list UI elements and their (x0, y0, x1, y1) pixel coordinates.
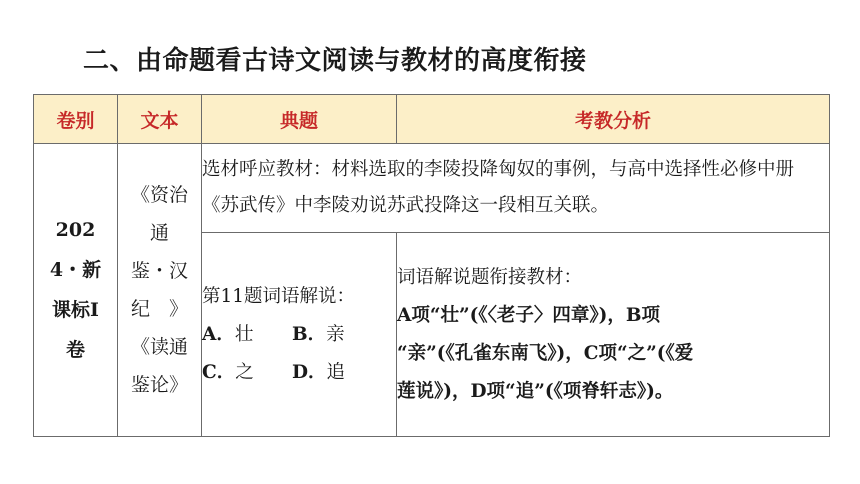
option-b (292, 316, 382, 354)
header-text: 文本 (118, 95, 202, 144)
options-line (202, 354, 396, 392)
analysis-line: A项“壮”(《〈老子〉四章》)，B项 (397, 304, 661, 326)
option-letter: C． (202, 361, 236, 383)
text-line: 鉴・汉 (130, 260, 188, 282)
text-line: 《读通 (130, 336, 188, 358)
word-analysis-cell (397, 233, 830, 437)
header-volume: 卷别 (34, 95, 118, 144)
volume-cell (34, 144, 118, 437)
text-cell (118, 144, 202, 437)
table-header-row (34, 95, 830, 144)
analysis-line: 莲说》)，D项“追”(《项脊轩志》)。 (397, 380, 674, 402)
table-row (34, 144, 830, 233)
option-c (202, 354, 292, 392)
option-d (292, 354, 382, 392)
text-line: 纪 》 (130, 298, 188, 320)
text-line: 《资治 (130, 184, 188, 206)
option-word: 壮 (234, 323, 254, 345)
text-line: 鉴论》 (130, 374, 188, 396)
option-letter: D． (292, 361, 327, 383)
analysis-line: “亲”(《孔雀东南飞》)，C项“之”(《爱 (397, 342, 694, 364)
option-word: 追 (326, 361, 346, 383)
text-line: 通 (149, 222, 169, 244)
option-word: 亲 (326, 323, 345, 345)
analysis-table (33, 94, 830, 437)
option-letter: A． (202, 323, 235, 345)
option-word: 之 (235, 361, 254, 383)
analysis-line: 词语解说题衔接教材： (397, 266, 583, 288)
question-title: 第11题词语解说： (202, 285, 356, 307)
material-analysis-cell: 选材呼应教材：材料选取的李陵投降匈奴的事例，与高中选择性必修中册《苏武传》中李陵劝说苏武投降这一段相互关联。 (202, 144, 830, 233)
options-line (202, 316, 396, 354)
page-title: 二、由命题看古诗文阅读与教材的高度衔接 (83, 46, 587, 76)
option-letter: B． (292, 323, 327, 345)
question-cell (202, 233, 397, 437)
volume-line: 4・新 (49, 259, 102, 281)
header-analysis: 考教分析 (397, 95, 830, 144)
volume-line: 202 (55, 219, 96, 241)
volume-line: 卷 (65, 339, 85, 361)
header-question: 典题 (202, 95, 397, 144)
option-a (202, 316, 292, 354)
volume-line: 课标Ⅰ (52, 299, 99, 321)
